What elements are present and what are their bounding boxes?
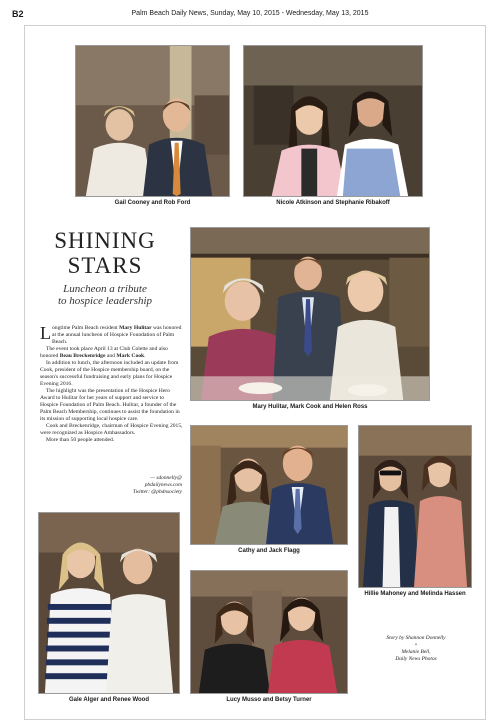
credit-line: — sdonnelly@	[150, 475, 182, 481]
page-number: B2	[12, 9, 24, 19]
headline-line2: STARS	[67, 253, 143, 278]
credit-twitter: Twitter: @pbdnsociety	[132, 489, 182, 495]
caption-photo6: Gale Alger and Renee Wood	[68, 697, 149, 703]
article-paragraph-6: More than 50 people attended.	[46, 437, 115, 443]
article-paragraph-5: Cook and Breckenridge, chairman of Hospice Evening 2015, were recognized as Hospice Ambassadors.	[40, 423, 183, 436]
photo-lucy-musso-betsy-turner	[190, 570, 348, 694]
article-paragraph-1	[40, 325, 183, 346]
article-paragraph-2	[40, 346, 183, 360]
photographer-affiliation: Daily News Photos	[395, 656, 437, 662]
publication-line: Palm Beach Daily News, Sunday, May 10, 2015 - Wednesday, May 13, 2015	[131, 10, 369, 17]
caption-photo1: Gail Cooney and Rob Ford	[114, 200, 191, 206]
photo-mary-hulitar-mark-cook-helen-ross	[190, 227, 430, 401]
photo-nicole-atkinson-stephanie-ribakoff	[243, 45, 423, 197]
article-text: The event took place April 13 at Club Colette and also honored	[40, 346, 168, 359]
photo-gail-cooney-rob-ford	[75, 45, 230, 197]
story-credit	[370, 635, 462, 663]
caption-photo4: Cathy and Jack Flagg	[238, 548, 300, 554]
dropcap: L	[40, 323, 51, 343]
article-paragraph-4: The highlight was the presentation of the Hospice Hero Award to Hulitar for her years of support and service to Hospice Foundation of Palm Beach. Hulitar, a founder of the Palm Beach Membership, continues to assist the foundation in its mission of supporting local hospice care.	[40, 388, 180, 422]
headline-line1: SHINING	[54, 228, 156, 253]
caption-photo7: Lucy Musso and Betsy Turner	[226, 697, 312, 703]
article-text: .	[144, 353, 146, 359]
article-text: ongtime Palm Beach resident	[52, 325, 120, 331]
credit-line: pbdailynews.com	[144, 482, 182, 488]
deck-line2: to hospice leadership	[57, 295, 153, 307]
caption-photo2: Nicole Atkinson and Stephanie Ribakoff	[276, 200, 390, 206]
photo-cathy-jack-flagg	[190, 425, 348, 545]
article-text: was honored at the annual luncheon of Hospice Foundation of Palm Beach.	[52, 325, 182, 345]
article-body	[40, 325, 183, 444]
name-mark-cook: Mark Cook	[116, 353, 145, 359]
caption-photo5: Hillie Mahoney and Melinda Hassen	[364, 591, 466, 597]
photographer-name: Melanie Bell,	[401, 649, 431, 655]
photo-gale-alger-renee-wood	[38, 512, 180, 694]
credit-bullet: •	[415, 642, 417, 648]
article-text: and	[105, 353, 117, 359]
story-byline: Story by Shannon Donnelly	[386, 635, 446, 641]
name-mary-hulitar: Mary Hulitar	[119, 325, 152, 331]
name-beau-breckenridge: Beau Breckenridge	[59, 353, 106, 359]
byline-credit	[100, 475, 182, 496]
deck-line1: Luncheon a tribute	[63, 283, 147, 295]
article-paragraph-3: In addition to lunch, the afternoon included an update from Cook, president of the Hospice membership board, on the season's successful fundraising and early plans for Hospice Evening 2016.	[40, 360, 179, 387]
caption-photo3: Mary Hulitar, Mark Cook and Helen Ross	[252, 404, 368, 410]
photo-hillie-mahoney-melinda-hassen	[358, 425, 472, 588]
